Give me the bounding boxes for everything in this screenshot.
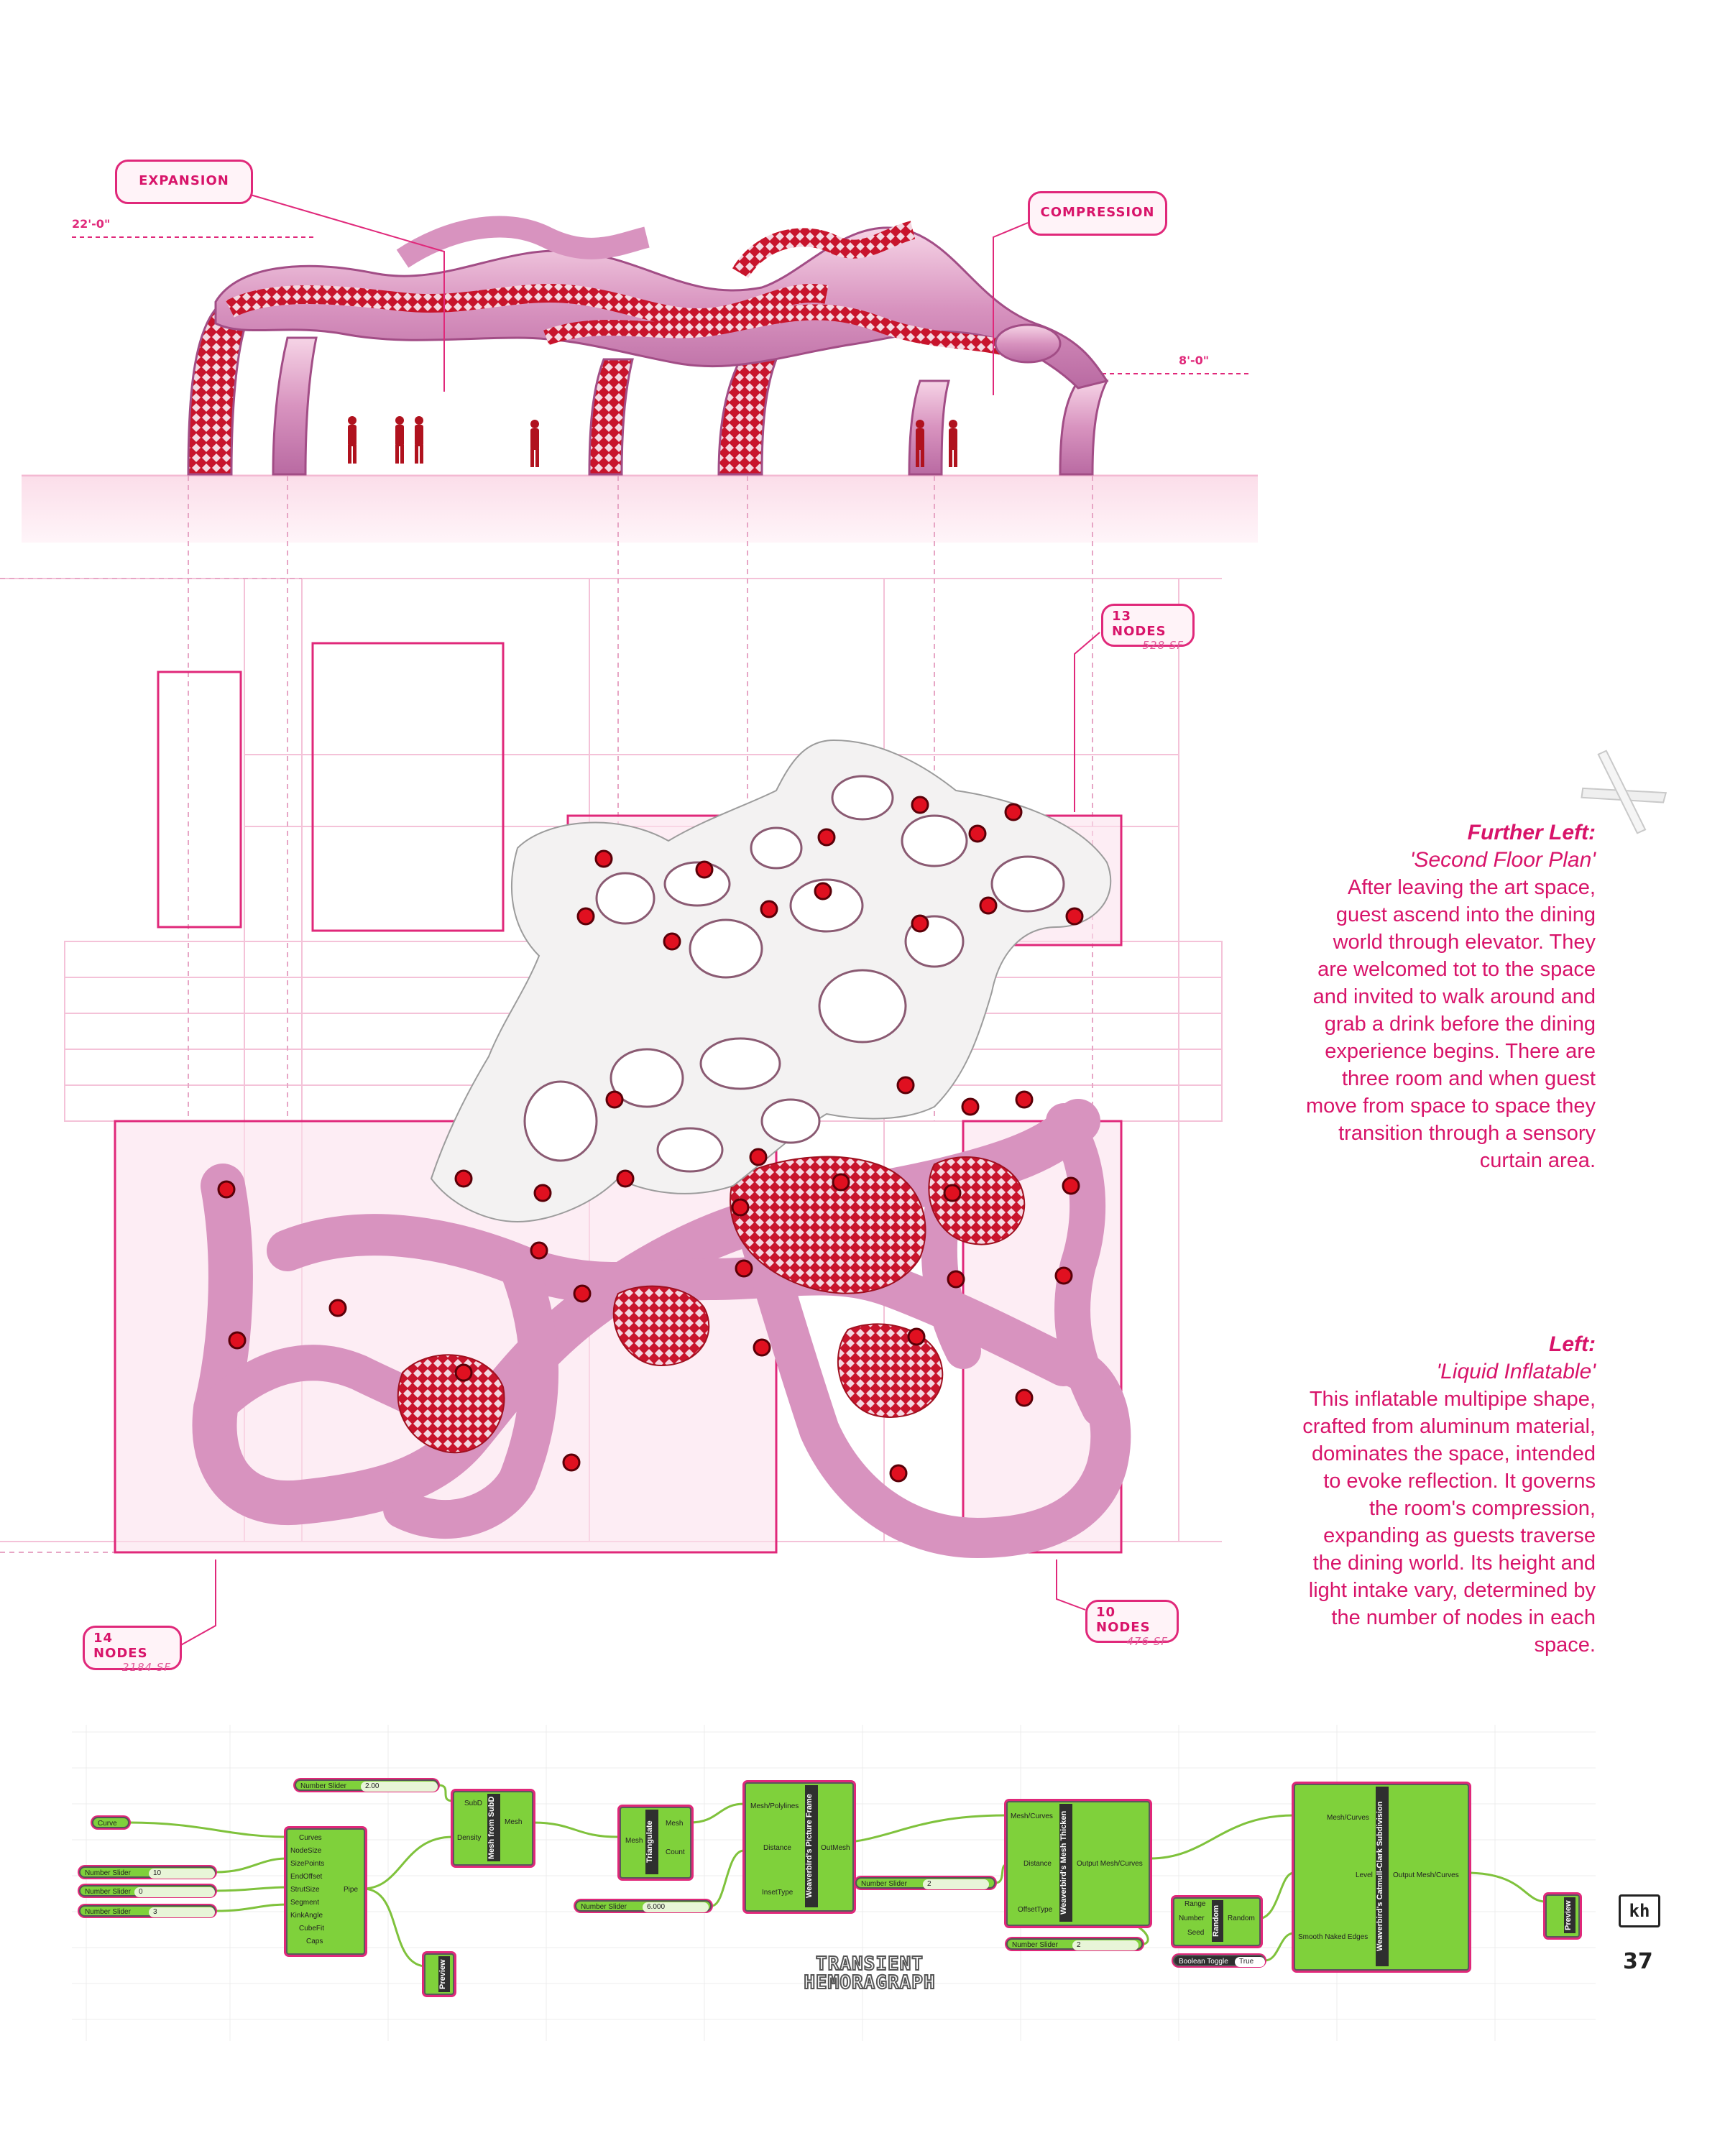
body-line: space. — [1534, 1634, 1596, 1657]
pin-label: Mesh/Curves — [1011, 1812, 1053, 1820]
compression-tag — [1028, 191, 1167, 236]
elevation-drawing — [22, 194, 1258, 543]
slider-value: 10 — [149, 1869, 215, 1879]
mesh-thicken-component[interactable] — [1006, 1801, 1150, 1926]
pin-label: Level — [1356, 1871, 1373, 1879]
number-slider-mid[interactable] — [575, 1900, 712, 1912]
tag-13-nodes-title: 13 NODES — [1112, 609, 1167, 639]
leader-14-nodes — [180, 1560, 216, 1646]
pin-label: Mesh/Curves — [1327, 1814, 1369, 1822]
slider-label: Number Slider — [581, 1903, 627, 1911]
tag-10-nodes-title: 10 NODES — [1096, 1605, 1151, 1635]
component-name: Triangulate — [645, 1810, 658, 1874]
slider-value: 6.000 — [643, 1902, 709, 1912]
body-line: world through elevator. They — [1333, 931, 1596, 954]
pipe-component[interactable] — [286, 1828, 365, 1955]
body-line: three room and when guest — [1341, 1067, 1596, 1090]
body-line: the dining world. Its height and — [1312, 1552, 1596, 1575]
pin-label: SizePoints — [290, 1860, 325, 1868]
triangulate-component[interactable] — [620, 1807, 691, 1879]
tag-14-nodes-title: 14 NODES — [93, 1631, 148, 1661]
preview-component-2[interactable] — [1545, 1894, 1580, 1938]
text-further-left — [1272, 819, 1596, 1174]
pin-label: OutMesh — [821, 1844, 850, 1852]
body-line: to evoke reflection. It governs — [1323, 1470, 1596, 1493]
pin-label: Output Mesh/Curves — [1077, 1860, 1143, 1868]
tag-10-nodes — [1085, 1600, 1179, 1648]
pin-label: NodeSize — [290, 1847, 322, 1855]
mesh-from-subd-component[interactable] — [453, 1791, 533, 1866]
component-name: Random — [1212, 1900, 1223, 1942]
number-slider-1[interactable] — [79, 1866, 216, 1878]
body-line: grab a drink before the dining — [1324, 1013, 1596, 1036]
slider-label: Number Slider — [300, 1782, 346, 1790]
slider-label: Number Slider — [85, 1908, 131, 1916]
left-heading: Left: — [1549, 1332, 1596, 1356]
pin-label: Pipe — [344, 1886, 359, 1894]
left-body — [1272, 1386, 1596, 1659]
body-line: dominates the space, intended — [1312, 1442, 1596, 1465]
curve-param[interactable]: Curve — [92, 1817, 129, 1828]
body-line: crafted from aluminum material, — [1302, 1415, 1596, 1438]
leader-10-nodes — [1057, 1560, 1085, 1610]
pin-label: StrutSize — [290, 1886, 320, 1894]
pin-label: Mesh — [666, 1820, 684, 1828]
body-line: the room's compression, — [1369, 1497, 1596, 1520]
pin-label: Number — [1179, 1915, 1205, 1922]
expansion-label: EXPANSION — [139, 173, 229, 188]
body-line: guest ascend into the dining — [1335, 903, 1596, 926]
slider-label: Number Slider — [861, 1880, 907, 1888]
tag-10-nodes-area: 476 SF — [1126, 1635, 1168, 1648]
number-slider-thicken[interactable] — [1006, 1938, 1143, 1950]
component-name: Weaverbird's Picture Frame — [805, 1785, 818, 1907]
body-line: experience begins. There are — [1325, 1040, 1596, 1063]
ground-band — [22, 474, 1258, 543]
boolean-toggle[interactable] — [1173, 1955, 1265, 1966]
body-line: expanding as guests traverse — [1323, 1524, 1596, 1547]
pin-label: EndOffset — [290, 1873, 323, 1881]
pin-label: KinkAngle — [290, 1912, 323, 1920]
tag-13-nodes-area: 528 SF — [1142, 639, 1184, 652]
pin-label: SubD — [464, 1800, 483, 1807]
pin-label: Seed — [1187, 1929, 1205, 1937]
slider-label: Number Slider — [85, 1869, 131, 1877]
left-subheading: 'Liquid Inflatable' — [1436, 1360, 1596, 1383]
pin-label: Random — [1228, 1915, 1255, 1922]
slider-value: 2 — [1072, 1940, 1138, 1950]
body-line: are welcomed tot to the space — [1317, 958, 1596, 981]
floor-plan — [0, 476, 1222, 1646]
slider-value: 2.00 — [361, 1782, 438, 1792]
body-line: After leaving the art space, — [1348, 876, 1596, 899]
tag-14-nodes — [83, 1626, 182, 1674]
pin-label: Smooth Naked Edges — [1298, 1933, 1368, 1941]
further-left-body — [1272, 874, 1596, 1174]
logo-line-2: HEMORAGRAPH — [804, 1972, 936, 1994]
component-name: Weaverbird's Mesh Thicken — [1059, 1804, 1072, 1922]
pin-label: CubeFit — [299, 1925, 325, 1932]
page-number: 37 — [1623, 1949, 1653, 1974]
pin-label: Density — [457, 1834, 482, 1842]
kh-brand-mark: kh — [1619, 1894, 1660, 1927]
pin-label: Mesh/Polylines — [750, 1802, 799, 1810]
leader-13-nodes — [1075, 632, 1100, 812]
pin-label: Distance — [763, 1844, 791, 1852]
compression-label: COMPRESSION — [1040, 205, 1155, 220]
inflatable-tubes — [216, 227, 1107, 388]
body-line: the number of nodes in each — [1331, 1606, 1596, 1629]
tag-14-nodes-area: 2184 SF — [121, 1661, 171, 1674]
catmull-clark-component[interactable] — [1294, 1784, 1469, 1971]
scale-figures — [348, 416, 957, 467]
picture-frame-component[interactable] — [745, 1782, 854, 1912]
preview-component-1[interactable] — [424, 1953, 454, 1995]
pin-label: Caps — [306, 1938, 323, 1945]
pin-label: Output Mesh/Curves — [1393, 1871, 1459, 1879]
further-left-subheading: 'Second Floor Plan' — [1409, 848, 1596, 872]
slider-value: 0 — [134, 1887, 215, 1897]
body-line: transition through a sensory — [1338, 1122, 1596, 1145]
tag-13-nodes — [1101, 604, 1195, 652]
expansion-tag — [115, 160, 253, 204]
number-slider-top[interactable] — [295, 1779, 438, 1791]
body-line: curtain area. — [1479, 1149, 1596, 1172]
dimension-high: 22'-0" — [72, 217, 111, 231]
pin-label: Count — [666, 1848, 685, 1856]
random-component[interactable] — [1173, 1897, 1261, 1946]
slider-label: Number Slider — [85, 1888, 131, 1896]
toggle-label: Boolean Toggle — [1179, 1958, 1228, 1966]
text-left — [1272, 1331, 1596, 1659]
slider-value: 2 — [923, 1879, 989, 1889]
number-slider-3[interactable] — [79, 1905, 216, 1917]
pin-label: Mesh — [505, 1818, 523, 1826]
body-line: move from space to space they — [1306, 1095, 1596, 1118]
pin-label: Segment — [290, 1899, 320, 1907]
number-slider-frame[interactable] — [855, 1877, 995, 1889]
pin-label: Mesh — [625, 1837, 643, 1845]
number-slider-2[interactable] — [79, 1885, 216, 1897]
further-left-heading: Further Left: — [1467, 821, 1596, 844]
component-name: Preview — [438, 1956, 450, 1992]
pin-label: Distance — [1024, 1860, 1052, 1868]
body-line: and invited to walk around and — [1312, 985, 1596, 1008]
body-line: light intake vary, determined by — [1308, 1579, 1596, 1602]
transient-logo — [776, 1955, 963, 1992]
pin-label: InsetType — [762, 1889, 794, 1897]
pin-label: Range — [1184, 1900, 1206, 1908]
pin-label: Curves — [299, 1834, 322, 1842]
component-name: Weaverbird's Catmull-Clark Subdivision — [1376, 1787, 1389, 1966]
toggle-value: True — [1235, 1957, 1265, 1967]
dimension-low: 8'-0" — [1179, 354, 1210, 367]
slider-value: 3 — [149, 1907, 215, 1917]
component-name: Mesh from SubD — [487, 1794, 500, 1861]
body-line: This inflatable multipipe shape, — [1309, 1388, 1596, 1411]
pin-label: OffsetType — [1018, 1906, 1053, 1914]
slider-label: Number Slider — [1012, 1941, 1058, 1949]
component-name: Preview — [1564, 1897, 1576, 1933]
logo-line-1: TRANSIENT — [816, 1953, 924, 1975]
